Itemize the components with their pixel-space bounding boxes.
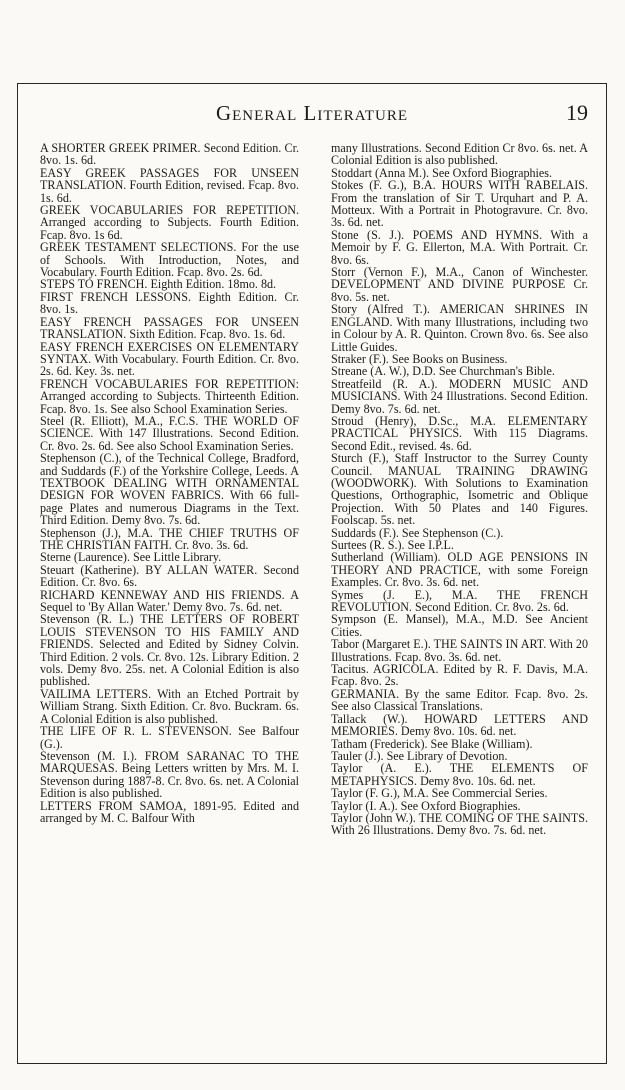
catalogue-entry: Surtees (R. S.). See I.P.L. [331, 538, 454, 552]
catalogue-entry: FIRST FRENCH LESSONS. Eighth Edition. Cr. 8vo. 1s. [40, 289, 299, 317]
catalogue-entry: FRENCH VOCABULARIES FOR REPETITION: Arranged according to Subjects. Thirteenth Edition. Fcap. 8vo. 1s. See also School Examination Series. [40, 376, 299, 416]
catalogue-entry: Stephenson (C.), of the Technical College, Bradford, and Suddards (F.) of the Yorkshire College, Leeds. A TEXTBOOK DEALING WITH ORNAMENTAL DESIGN FOR WOVEN FABRICS. With 66 full-page Plates and numerous Diagrams in the Text. Third Edition. Demy 8vo. 7s. 6d. [40, 451, 299, 528]
catalogue-entry: Taylor (I. A.). See Oxford Biographies. [331, 798, 521, 813]
catalogue-entry: Symes (J. E.), M.A. THE FRENCH REVOLUTION. Second Edition. Cr. 8vo. 2s. 6d. [331, 587, 588, 615]
catalogue-entry: Tatham (Frederick). See Blake (William). [331, 736, 533, 751]
catalogue-entry: EASY FRENCH PASSAGES FOR UNSEEN TRANSLATION. Sixth Edition. Fcap. 8vo. 1s. 6d. [40, 314, 299, 342]
catalogue-entry: GREEK VOCABULARIES FOR REPETITION. Arranged according to Subjects. Fourth Edition. Fcap. 8vo. 1s 6d. [40, 203, 299, 242]
catalogue-entry: Sturch (F.), Staff Instructor to the Surrey County Council. MANUAL TRAINING DRAWING (WOODWORK). With Solutions to Examination Questions, Orthographic, Isometric and Oblique Projection. With 50 Plates and 140 Figures. Foolscap. 5s. net. [331, 451, 588, 528]
catalogue-entry: Sympson (E. Mansel), M.A., M.D. See Ancient Cities. [331, 612, 588, 639]
catalogue-entry: GERMANIA. By the same Editor. Fcap. 8vo. 2s. See also Classical Translations. [331, 686, 588, 714]
catalogue-entry: Stevenson (R. L.) THE LETTERS OF ROBERT LOUIS STEVENSON TO HIS FAMILY AND FRIENDS. Selected and Edited by Sidney Colvin. Third Edition. 2 vols. Cr. 8vo. 12s. Library Edition. 2 vols. Demy 8vo. 25s. net. A Colonial Edition is also published. [40, 612, 299, 689]
catalogue-entry: Sutherland (William). OLD AGE PENSIONS IN THEORY AND PRACTICE, with some Foreign Examples. Cr. 8vo. 3s. 6d. net. [331, 550, 588, 590]
page-number: 19 [566, 100, 588, 125]
catalogue-entry: Stone (S. J.). POEMS AND HYMNS. With a Memoir by F. G. Ellerton, M.A. With Portrait. Cr. 8vo. 6s. [331, 227, 588, 267]
left-column [40, 142, 299, 824]
catalogue-entry: Stokes (F. G.), B.A. HOURS WITH RABELAIS. From the translation of Sir T. Urquhart and P. A. Motteux. With a Portrait in Photogravure. Cr. 8vo. 3s. 6d. net. [331, 178, 588, 230]
catalogue-entry: Taylor (F. G.), M.A. See Commercial Series. [331, 786, 548, 801]
catalogue-entry: Tacitus. AGRICOLA. Edited by R. F. Davis, M.A. Fcap. 8vo. 2s. [331, 662, 588, 689]
catalogue-entry: Taylor (A. E.). THE ELEMENTS OF METAPHYSICS. Demy 8vo. 10s. 6d. net. [331, 761, 588, 788]
catalogue-entry: Stephenson (J.), M.A. THE CHIEF TRUTHS OF THE CHRISTIAN FAITH. Cr. 8vo. 3s. 6d. [40, 525, 299, 552]
catalogue-entry: Suddards (F.). See Stephenson (C.). [331, 525, 504, 540]
catalogue-entry: Straker (F.). See Books on Business. [331, 351, 508, 366]
right-column [331, 142, 588, 837]
catalogue-entry: A SHORTER GREEK PRIMER. Second Edition. Cr. 8vo. 1s. 6d. [40, 141, 299, 168]
catalogue-entry: Tallack (W.). HOWARD LETTERS AND MEMORIES. Demy 8vo. 10s. 6d. net. [331, 711, 588, 739]
catalogue-entry: Tauler (J.). See Library of Devotion. [331, 748, 508, 763]
catalogue-entry: VAILIMA LETTERS. With an Etched Portrait by William Strang. Sixth Edition. Cr. 8vo. Buckram. 6s. A Colonial Edition is also published. [40, 686, 299, 726]
catalogue-entry: Storr (Vernon F.), M.A., Canon of Winchester. DEVELOPMENT AND DIVINE PURPOSE Cr. 8vo. 5s. net. [331, 265, 588, 304]
catalogue-entry: STEPS TO FRENCH. Eighth Edition. 18mo. 8d. [40, 277, 277, 292]
catalogue-entry: EASY FRENCH EXERCISES ON ELEMENTARY SYNTAX. With Vocabulary. Fourth Edition. Cr. 8vo. 2s. 6d. Key. 3s. net. [40, 339, 299, 379]
catalogue-entry: Tabor (Margaret E.). THE SAINTS IN ART. With 20 Illustrations. Fcap. 8vo. 3s. 6d. net. [331, 637, 588, 664]
catalogue-entry: many Illustrations. Second Edition Cr 8vo. 6s. net. A Colonial Edition is also published. [331, 141, 588, 168]
catalogue-entry: Taylor (John W.). THE COMING OF THE SAINTS. With 26 Illustrations. Demy 8vo. 7s. 6d. net. [331, 810, 588, 838]
catalogue-entry: THE LIFE OF R. L. STEVENSON. See Balfour (G.). [40, 724, 299, 751]
page-header [18, 98, 606, 132]
running-title: General Literature [215, 101, 409, 125]
catalogue-entry: LETTERS FROM SAMOA, 1891-95. Edited and arranged by M. C. Balfour With [40, 798, 299, 825]
catalogue-entry: RICHARD KENNEWAY AND HIS FRIENDS. A Sequel to 'By Allan Water.' Demy 8vo. 7s. 6d. net. [40, 587, 299, 615]
catalogue-entry: Steel (R. Elliott), M.A., F.C.S. THE WORLD OF SCIENCE. With 147 Illustrations. Second Edition. Cr. 8vo. 2s. 6d. See also School Examination Series. [40, 413, 299, 453]
catalogue-entry: Steuart (Katherine). BY ALLAN WATER. Second Edition. Cr. 8vo. 6s. [40, 562, 299, 590]
catalogue-entry: EASY GREEK PASSAGES FOR UNSEEN TRANSLATION. Fourth Edition, revised. Fcap. 8vo. 1s. 6d. [40, 165, 299, 205]
catalogue-entry: Stroud (Henry), D.Sc., M.A. ELEMENTARY PRACTICAL PHYSICS. With 115 Diagrams. Second Edit., revised. 4s. 6d. [331, 413, 588, 453]
catalogue-entry: Story (Alfred T.). AMERICAN SHRINES IN ENGLAND. With many Illustrations, including two in Colour by A. R. Quinton. Crown 8vo. 6s. See also Little Guides. [331, 302, 588, 354]
catalogue-entry: Stoddart (Anna M.). See Oxford Biographies. [331, 165, 553, 180]
catalogue-entry: GREEK TESTAMENT SELECTIONS. For the use of Schools. With Introduction, Notes, and Vocabulary. Fourth Edition. Fcap. 8vo. 2s. 6d. [40, 240, 299, 280]
page-frame [17, 83, 607, 1064]
catalogue-entry: Streane (A. W.), D.D. See Churchman's Bible. [331, 364, 555, 379]
catalogue-entry: Sterne (Laurence). See Little Library. [40, 550, 222, 565]
catalogue-entry: Stevenson (M. I.). FROM SARANAC TO THE MARQUESAS. Being Letters written by Mrs. M. I. Stevenson during 1887-8. Cr. 8vo. 6s. net. A Colonial Edition is also published. [40, 748, 300, 801]
catalogue-entry: Streatfeild (R. A.). MODERN MUSIC AND MUSICIANS. With 24 Illustrations. Second Edition. Demy 8vo. 7s. 6d. net. [331, 376, 588, 416]
